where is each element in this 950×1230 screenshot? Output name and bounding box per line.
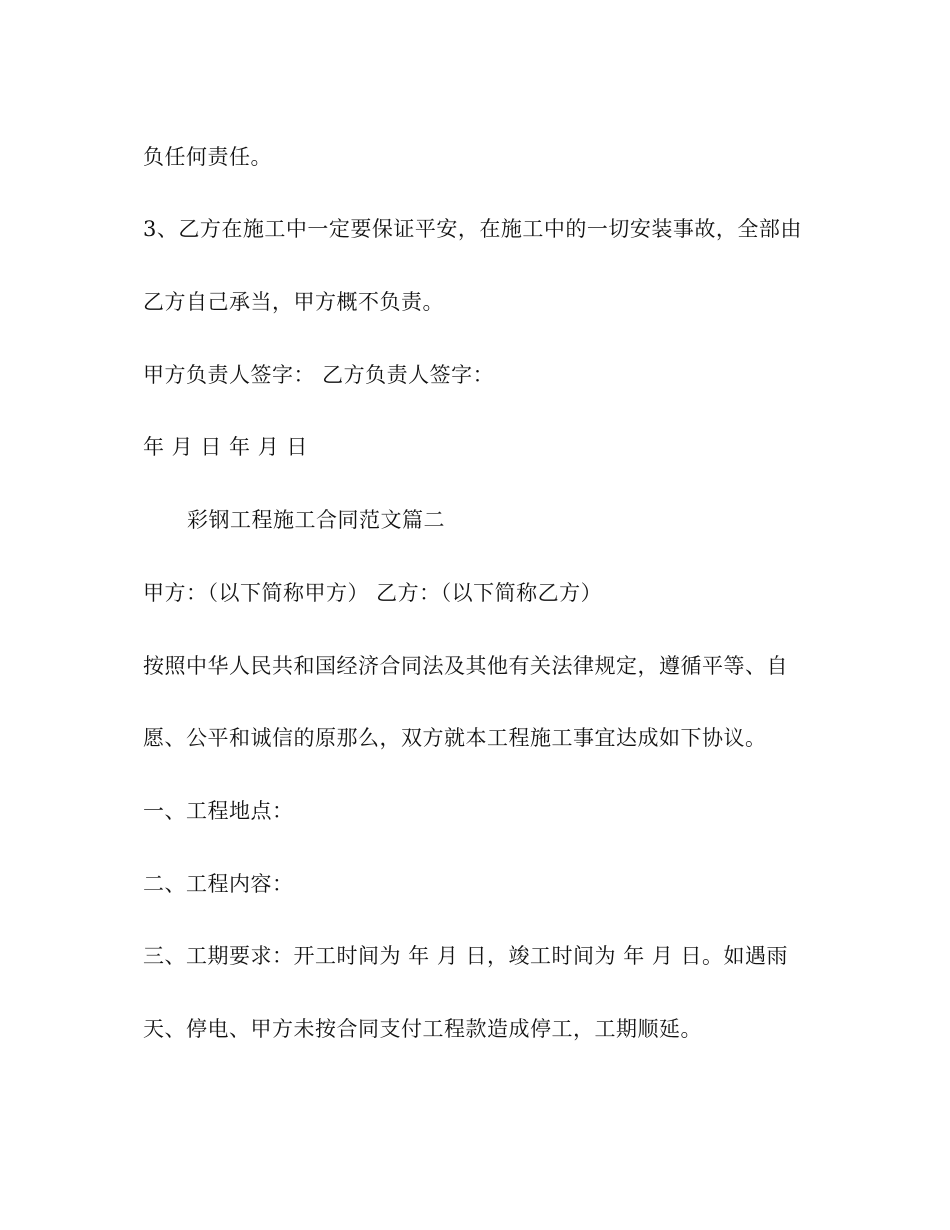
paragraph-line: 3、乙方在施工中一定要保证平安，在施工中的一切安装事故，全部由 — [143, 217, 802, 241]
section-title: 彩钢工程施工合同范文篇二 — [187, 508, 445, 532]
date-line: 年 月 日 年 月 日 — [143, 435, 308, 459]
clause-heading: 二、工程内容： — [143, 872, 294, 896]
clause-heading: 三、工期要求：开工时间为 年 月 日，竣工时间为 年 月 日。如遇雨 — [143, 944, 789, 968]
paragraph-line: 按照中华人民共和国经济合同法及其他有关法律规定，遵循平等、自 — [143, 654, 788, 678]
paragraph-line: 天、停电、甲方未按合同支付工程款造成停工，工期顺延。 — [143, 1017, 702, 1041]
paragraph-line: 愿、公平和诚信的原那么，双方就本工程施工事宜达成如下协议。 — [143, 726, 767, 750]
paragraph-line: 负任何责任。 — [143, 145, 272, 169]
clause-heading: 一、工程地点： — [143, 799, 294, 823]
signature-line: 甲方负责人签字： 乙方负责人签字： — [143, 363, 495, 387]
parties-line: 甲方：（以下简称甲方） 乙方：（以下简称乙方） — [143, 581, 603, 605]
paragraph-line: 乙方自己承当，甲方概不负责。 — [143, 290, 444, 314]
